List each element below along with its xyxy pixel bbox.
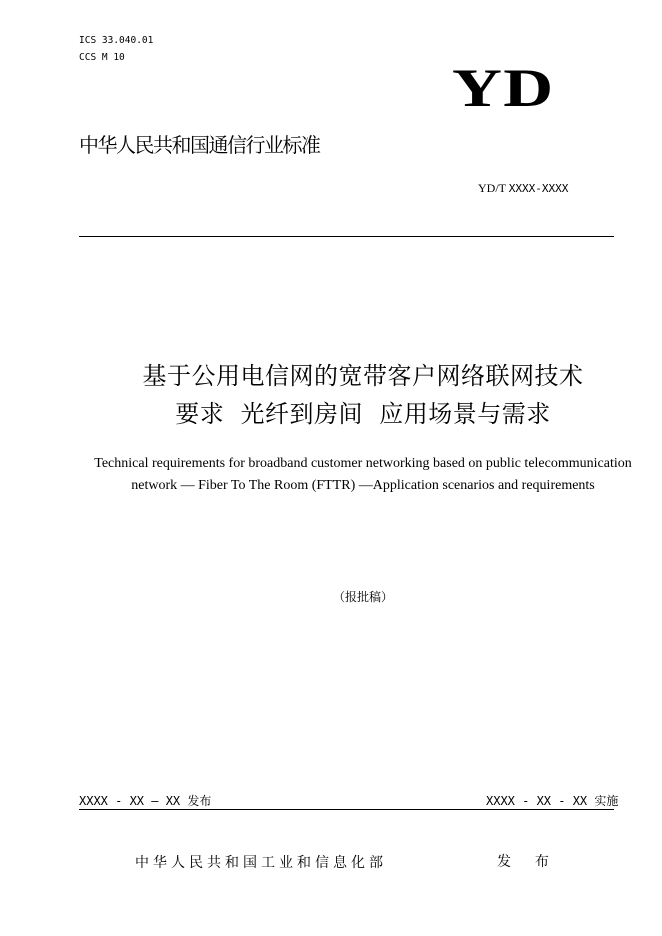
yd-logo: YD (452, 58, 555, 118)
issuing-authority: 中华人民共和国工业和信息化部 (135, 855, 387, 871)
ics-code: ICS 33.040.01 (79, 35, 154, 46)
title-chinese-line-1: 基于公用电信网的宽带客户网络联网技术 (142, 362, 584, 390)
bottom-divider (79, 809, 614, 810)
title-chinese-line-2: 要求 光纤到房间 应用场景与需求 (175, 400, 551, 428)
standard-number-prefix: YD/T (478, 181, 506, 195)
standard-category: 中华人民共和国通信行业标准 (79, 133, 320, 157)
publish-date: XXXX - XX – XX 发布 (79, 794, 212, 808)
standard-number-value: XXXX-XXXX (508, 182, 569, 195)
top-divider (79, 236, 614, 237)
issued-label: 发 布 (497, 854, 554, 870)
standard-number (478, 180, 568, 197)
draft-status: （报批稿） (332, 590, 393, 604)
ccs-code: CCS M 10 (79, 52, 125, 63)
title-english: Technical requirements for broadband customer networking based on public telecommunication network — Fiber To The Room (FTTR) —Application scenarios and requirements (94, 456, 632, 493)
implement-date: XXXX - XX - XX 实施 (486, 794, 619, 808)
